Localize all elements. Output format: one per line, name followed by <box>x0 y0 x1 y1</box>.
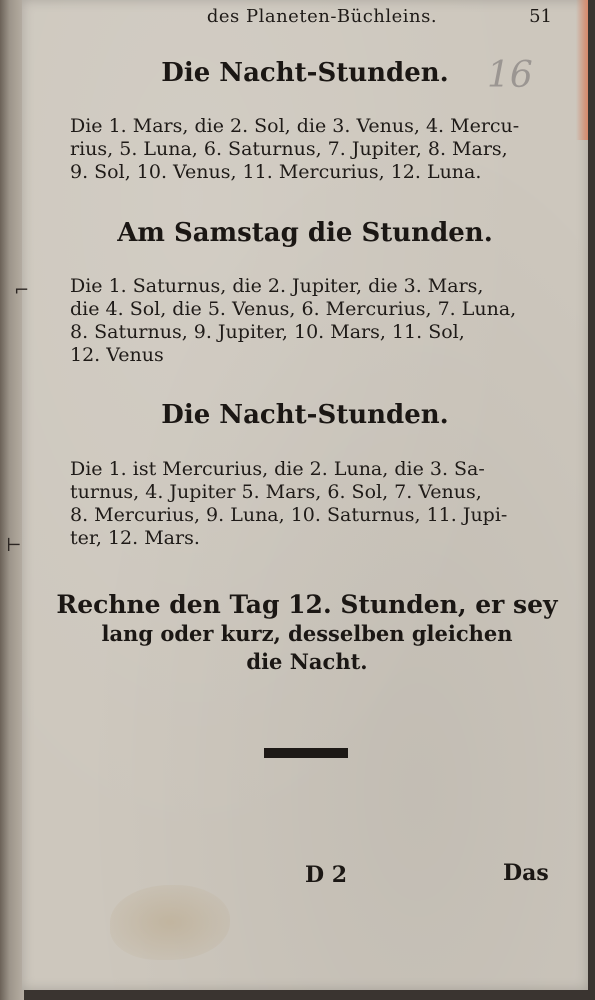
margin-mark: ⊢ <box>6 535 22 556</box>
section-rule <box>264 748 348 758</box>
page-number: 51 <box>529 6 552 27</box>
book-page <box>22 0 588 990</box>
section-text-night-hours-1 <box>70 115 570 184</box>
text-line: Die 1. ist Mercurius, die 2. Luna, die 3. Sa- <box>70 458 485 480</box>
closing-note-line: die Nacht. <box>246 649 368 674</box>
text-line: 8. Saturnus, 9. Jupiter, 10. Mars, 11. Sol, <box>70 321 465 343</box>
text-line: die 4. Sol, die 5. Venus, 6. Mercurius, 7. Luna, <box>70 298 517 320</box>
section-text-night-hours-2 <box>70 458 570 550</box>
section-heading-night-hours-2: Die Nacht-Stunden. <box>161 400 449 430</box>
text-line: ter, 12. Mars. <box>70 527 200 549</box>
closing-note-line: Rechne den Tag 12. Stunden, er sey <box>56 590 558 619</box>
pencil-annotation: 16 <box>487 55 533 96</box>
margin-mark: ⌐ <box>14 280 30 301</box>
section-heading-saturday-hours: Am Samstag die Stunden. <box>117 218 493 248</box>
catchword: Das <box>503 860 549 886</box>
facing-page-edge <box>0 0 24 1000</box>
show-through-text <box>62 695 562 835</box>
text-line: Die 1. Saturnus, die 2. Jupiter, die 3. Mars, <box>70 275 484 297</box>
text-line: Die 1. Mars, die 2. Sol, die 3. Venus, 4. Mercu- <box>70 115 520 137</box>
text-line: 8. Mercurius, 9. Luna, 10. Saturnus, 11. Jupi- <box>70 504 508 526</box>
signature-mark: D 2 <box>305 862 348 888</box>
text-line: turnus, 4. Jupiter 5. Mars, 6. Sol, 7. Venus, <box>70 481 482 503</box>
text-line: rius, 5. Luna, 6. Saturnus, 7. Jupiter, 8. Mars, <box>70 138 508 160</box>
running-title: des Planeten-Büchleins. <box>206 6 438 27</box>
text-line: 9. Sol, 10. Venus, 11. Mercurius, 12. Luna. <box>70 161 482 183</box>
section-heading-night-hours-1: Die Nacht-Stunden. <box>161 58 449 88</box>
closing-note <box>52 590 562 676</box>
page-edge-stain <box>576 0 588 140</box>
text-line: 12. Venus <box>70 344 164 366</box>
closing-note-line: lang oder kurz, desselben gleichen <box>101 621 513 646</box>
section-text-saturday-hours <box>70 275 570 367</box>
paper-stain <box>110 885 230 960</box>
